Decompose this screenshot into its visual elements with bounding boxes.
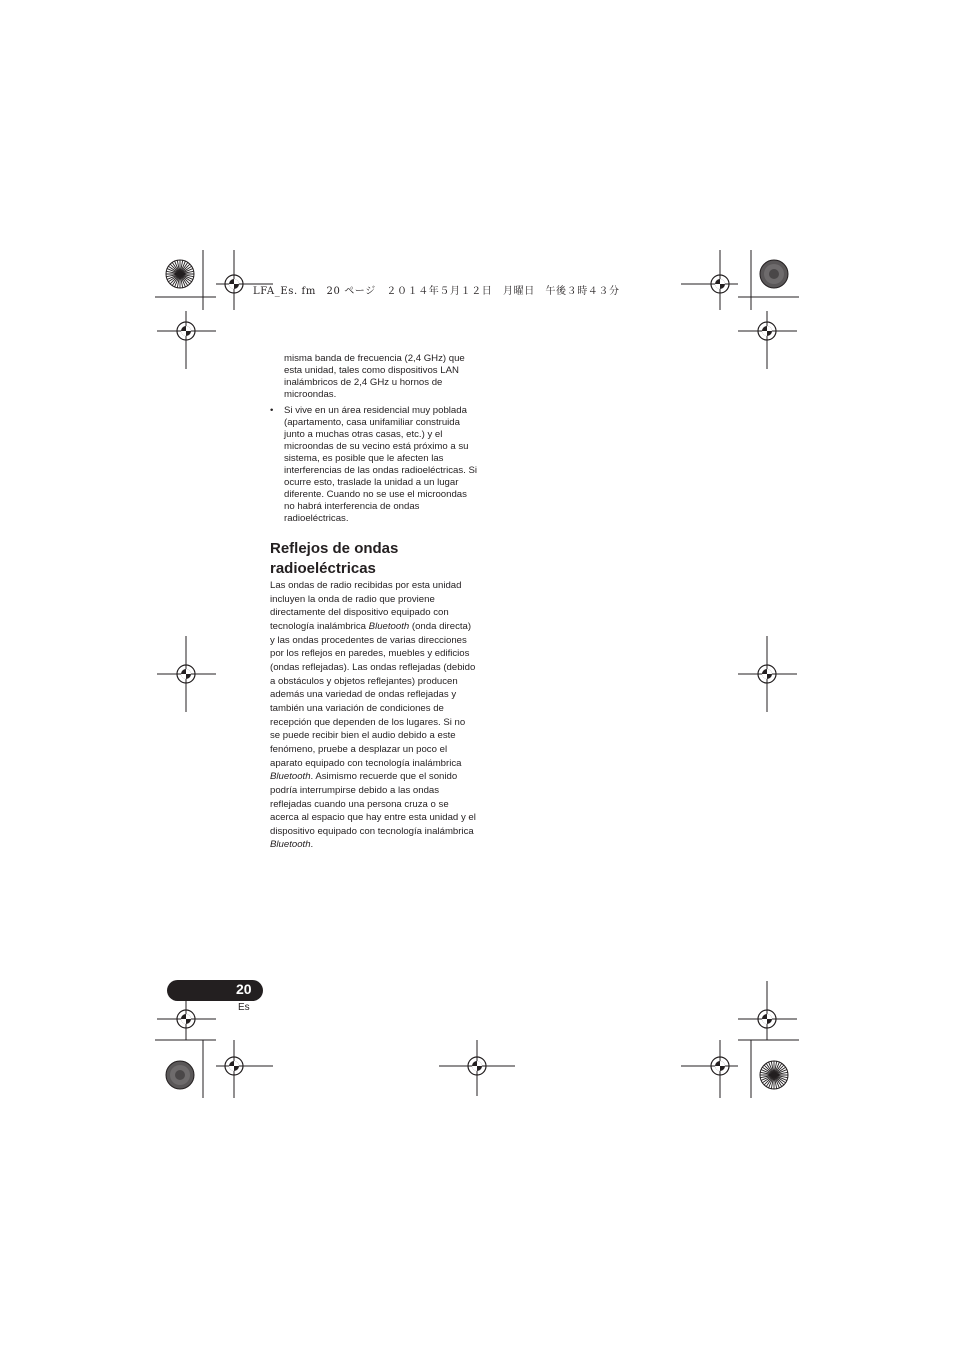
section-body-part1: Las ondas de radio recibidas por esta unidad incluyen la onda de radio que proviene directamente del dispositivo equipado con tecnología inalámbrica bbox=[270, 580, 462, 632]
section-body bbox=[270, 579, 477, 852]
bluetooth-term: Bluetooth bbox=[368, 620, 410, 632]
list-item bbox=[270, 405, 480, 525]
bullet-symbol: • bbox=[270, 405, 274, 416]
continued-paragraph: misma banda de frecuencia (2,4 GHz) que esta unidad, tales como dispositivos LAN inalámbricos de 2,4 GHz u hornos de microondas. bbox=[284, 353, 465, 400]
section-paragraph bbox=[270, 579, 477, 852]
section-body-part2: (onda directa) y las ondas procedentes de varias direcciones por los reflejos en paredes, muebles y edificios (ondas reflejadas). Las ondas reflejadas (debido a obstáculos y objetos reflejantes) producen además una variedad de ondas reflejadas y también una variación de condiciones de recepción que dependen de los lugares. Si no se puede recibir bien el audio debido a este fenómeno, pruebe a desplazar un poco el aparato equipado con tecnología inalámbrica bbox=[270, 620, 476, 769]
page-number: 20 bbox=[236, 981, 252, 997]
section-body-part3: . Asimismo recuerde que el sonido podría interrumpirse debido a las ondas reflejadas cuando una persona cruza o se acerca al espacio que hay entre esta unidad y el dispositivo equipado con tecnología inalámbrica bbox=[270, 771, 476, 837]
section-body-end: . bbox=[310, 839, 314, 851]
file-info-header: LFA_Es. fm 20 ページ ２０１４年５月１２日 月曜日 午後３時４３分 bbox=[253, 286, 620, 297]
bullet-text: Si vive en un área residencial muy poblada (apartamento, casa unifamiliar construida junto a muchas otras casas, etc.) y el microondas de su vecino está próximo a su sistema, es posible que le afecten las interferencias de las ondas radioeléctricas. Si ocurre esto, traslade la unidad a un lugar diferente. Cuando no se use el microondas no habrá interferencia de ondas radioeléctricas. bbox=[284, 405, 478, 524]
section-heading-line1: Reflejos de ondas bbox=[270, 540, 399, 557]
bluetooth-term: Bluetooth bbox=[270, 839, 311, 851]
section-heading bbox=[270, 539, 490, 579]
section-heading-line2: radioeléctricas bbox=[270, 560, 376, 577]
bluetooth-term: Bluetooth bbox=[270, 771, 311, 783]
page-language-code: Es bbox=[238, 1002, 250, 1013]
